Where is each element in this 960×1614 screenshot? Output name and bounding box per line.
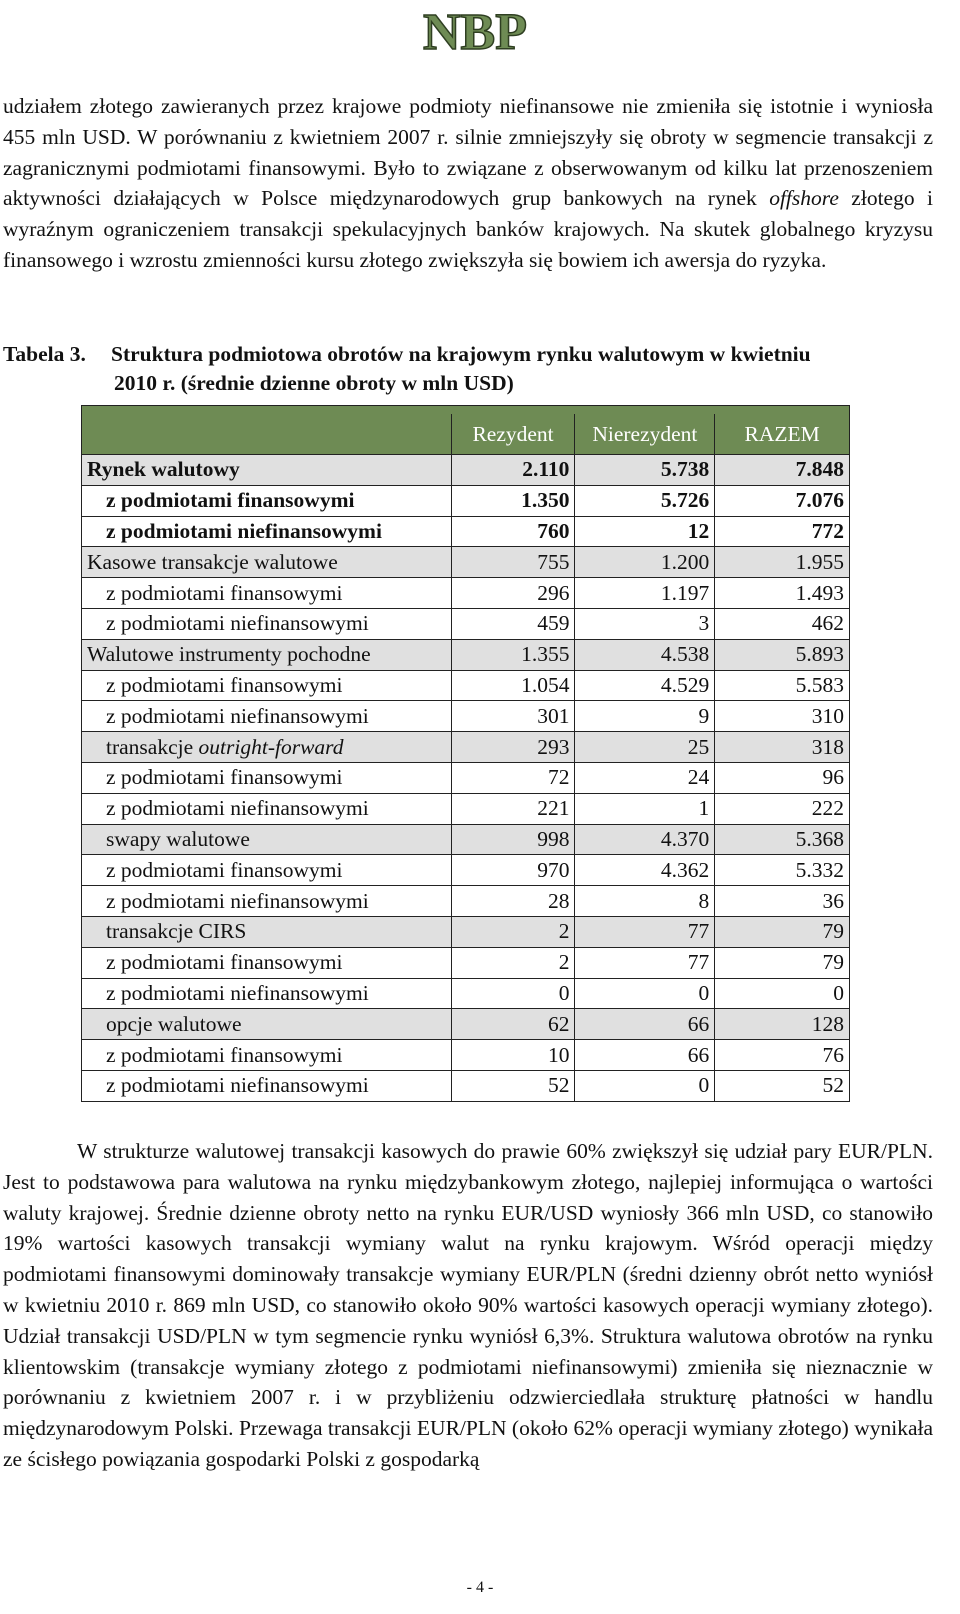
cell: 79: [715, 947, 850, 978]
cell: 970: [451, 855, 575, 886]
cell: 1.955: [715, 547, 850, 578]
table-row: [82, 947, 850, 978]
table-row: [82, 516, 850, 547]
cell: 52: [451, 1070, 575, 1101]
turnover-table: [81, 405, 850, 1102]
cell: 5.726: [575, 485, 715, 516]
intro-paragraph: [3, 91, 933, 276]
cell: 221: [451, 793, 575, 824]
table-row: [82, 1070, 850, 1101]
row-label: z podmiotami niefinansowymi: [82, 978, 452, 1009]
intro-text-a: udziałem złotego zawieranych przez krajowe podmioty niefinansowe nie zmieniła się istotnie i wyniosła 455 mln USD. W porównaniu z kwietniem 2007 r. silnie zmniejszyły się obroty w segmencie transakcji z zagranicznymi podmiotami finansowymi. Było to związane z obserwowanym od kilku lat przenoszeniem aktywności działających w Polsce międzynarodowych grup bankowych na rynek: [3, 94, 933, 211]
cell: 77: [575, 947, 715, 978]
cell: 79: [715, 916, 850, 947]
cell: 1.054: [451, 670, 575, 701]
cell: 2: [451, 947, 575, 978]
caption-line1: Struktura podmiotowa obrotów na krajowym rynku walutowym w kwietniu: [111, 342, 811, 366]
cell: 462: [715, 608, 850, 639]
cell: 76: [715, 1040, 850, 1071]
cell: 66: [575, 1009, 715, 1040]
cell: 5.583: [715, 670, 850, 701]
cell: 5.332: [715, 855, 850, 886]
caption-label: Tabela 3.: [3, 342, 86, 366]
row-label: z podmiotami finansowymi: [82, 947, 452, 978]
cell: 36: [715, 886, 850, 917]
row-label: opcje walutowe: [82, 1009, 452, 1040]
cell: 318: [715, 732, 850, 763]
cell: 5.738: [575, 455, 715, 486]
cell: 3: [575, 608, 715, 639]
col-header-razem: RAZEM: [715, 414, 850, 455]
table-row: [82, 578, 850, 609]
table-row: [82, 732, 850, 763]
cell: 296: [451, 578, 575, 609]
cell: 222: [715, 793, 850, 824]
cell: 772: [715, 516, 850, 547]
col-header-nierezydent: Nierezydent: [575, 414, 715, 455]
table-row: [82, 855, 850, 886]
row-label: swapy walutowe: [82, 824, 452, 855]
row-label: z podmiotami finansowymi: [82, 1040, 452, 1071]
cell: 1.197: [575, 578, 715, 609]
table-row: [82, 762, 850, 793]
cell: 72: [451, 762, 575, 793]
row-label: z podmiotami finansowymi: [82, 855, 452, 886]
cell: 96: [715, 762, 850, 793]
cell: 4.538: [575, 639, 715, 670]
row-label-a: transakcje: [106, 734, 199, 759]
cell: 459: [451, 608, 575, 639]
cell: 4.362: [575, 855, 715, 886]
table-row: [82, 455, 850, 486]
row-label: z podmiotami niefinansowymi: [82, 516, 452, 547]
table-row: [82, 824, 850, 855]
cell: 9: [575, 701, 715, 732]
table-row: [82, 978, 850, 1009]
cell: 62: [451, 1009, 575, 1040]
cell: 310: [715, 701, 850, 732]
row-label: Kasowe transakcje walutowe: [82, 547, 452, 578]
table-row: [82, 608, 850, 639]
row-label: Walutowe instrumenty pochodne: [82, 639, 452, 670]
table-row: [82, 886, 850, 917]
cell: 0: [715, 978, 850, 1009]
cell: 293: [451, 732, 575, 763]
table-caption: [3, 340, 933, 398]
row-label: z podmiotami niefinansowymi: [82, 793, 452, 824]
intro-text-em: offshore: [769, 186, 839, 211]
row-label: z podmiotami niefinansowymi: [82, 701, 452, 732]
cell: 1.350: [451, 485, 575, 516]
row-label: transakcje CIRS: [82, 916, 452, 947]
row-label: z podmiotami finansowymi: [82, 578, 452, 609]
cell: 301: [451, 701, 575, 732]
table-row: [82, 670, 850, 701]
cell: 0: [575, 978, 715, 1009]
cell: 1.200: [575, 547, 715, 578]
analysis-paragraph: [3, 1136, 933, 1475]
row-label: z podmiotami finansowymi: [82, 485, 452, 516]
cell: 0: [451, 978, 575, 1009]
cell: 7.848: [715, 455, 850, 486]
row-label: [82, 732, 452, 763]
cell: 128: [715, 1009, 850, 1040]
cell: 7.076: [715, 485, 850, 516]
row-label: z podmiotami niefinansowymi: [82, 608, 452, 639]
cell: 2: [451, 916, 575, 947]
cell: 77: [575, 916, 715, 947]
table-row: [82, 1009, 850, 1040]
cell: 24: [575, 762, 715, 793]
cell: 1: [575, 793, 715, 824]
table-row: [82, 793, 850, 824]
cell: 4.370: [575, 824, 715, 855]
cell: 5.368: [715, 824, 850, 855]
table-row: [82, 916, 850, 947]
cell: 5.893: [715, 639, 850, 670]
table-row: [82, 547, 850, 578]
table-row: [82, 485, 850, 516]
row-label-em: outright-forward: [198, 734, 344, 759]
row-label: z podmiotami finansowymi: [82, 670, 452, 701]
table-row: [82, 639, 850, 670]
svg-text:NBP: NBP: [423, 4, 527, 58]
cell: 28: [451, 886, 575, 917]
cell: 4.529: [575, 670, 715, 701]
caption-line2: 2010 r. (średnie dzienne obroty w mln USD): [114, 371, 514, 395]
cell: 8: [575, 886, 715, 917]
table-row: [82, 701, 850, 732]
cell: 1.355: [451, 639, 575, 670]
row-label: z podmiotami niefinansowymi: [82, 1070, 452, 1101]
cell: 12: [575, 516, 715, 547]
cell: 755: [451, 547, 575, 578]
cell: 2.110: [451, 455, 575, 486]
nbp-logo: [400, 2, 550, 58]
cell: 1.493: [715, 578, 850, 609]
cell: 52: [715, 1070, 850, 1101]
row-label: z podmiotami finansowymi: [82, 762, 452, 793]
table-row: [82, 1040, 850, 1071]
cell: 998: [451, 824, 575, 855]
cell: 66: [575, 1040, 715, 1071]
cell: 0: [575, 1070, 715, 1101]
cell: 10: [451, 1040, 575, 1071]
row-label: Rynek walutowy: [82, 455, 452, 486]
col-header-rezydent: Rezydent: [451, 414, 575, 455]
analysis-text: W strukturze walutowej transakcji kasowych do prawie 60% zwiększył się udział pary EUR/PLN. Jest to podstawowa para walutowa na rynku międzybankowym złotego, najlepiej informująca o wartości waluty krajowej. Średnie dzienne obroty netto na rynku EUR/USD wyniosły 366 mln USD, co stanowiło 19% wartości kasowych transakcji wymiany walut na rynku krajowym. Wśród operacji między podmiotami finansowymi dominowały transakcje wymiany EUR/PLN (średni dzienny obrót netto wyniósł w kwietniu 2010 r. 869 mln USD, co stanowiło około 90% wartości kasowych operacji wymiany złotego). Udział transakcji USD/PLN w tym segmencie rynku wyniósł 6,3%. Struktura walutowa obrotów na rynku klientowskim (transakcje wymiany złotego z podmiotami niefinansowymi) zmieniła się nieznacznie w porównaniu z kwietniem 2007 r. i w przybliżeniu odzwierciedlała strukturę płatności w handlu międzynarodowym Polski. Przewaga transakcji EUR/PLN (około 62% operacji wymiany złotego) wynikała ze ścisłego powiązania gospodarki Polski z gospodarką: [3, 1139, 933, 1471]
cell: 25: [575, 732, 715, 763]
page-number: - 4 -: [466, 1579, 494, 1596]
cell: 760: [451, 516, 575, 547]
row-label: z podmiotami niefinansowymi: [82, 886, 452, 917]
intro-text-b: złotego i wyraźnym ograniczeniem transakcji spekulacyjnych banków krajowych. Na skutek globalnego kryzysu finansowego i wzrostu zmienności kursu złotego zwiększyła się bowiem ich awersja do ryzyka.: [3, 186, 933, 272]
